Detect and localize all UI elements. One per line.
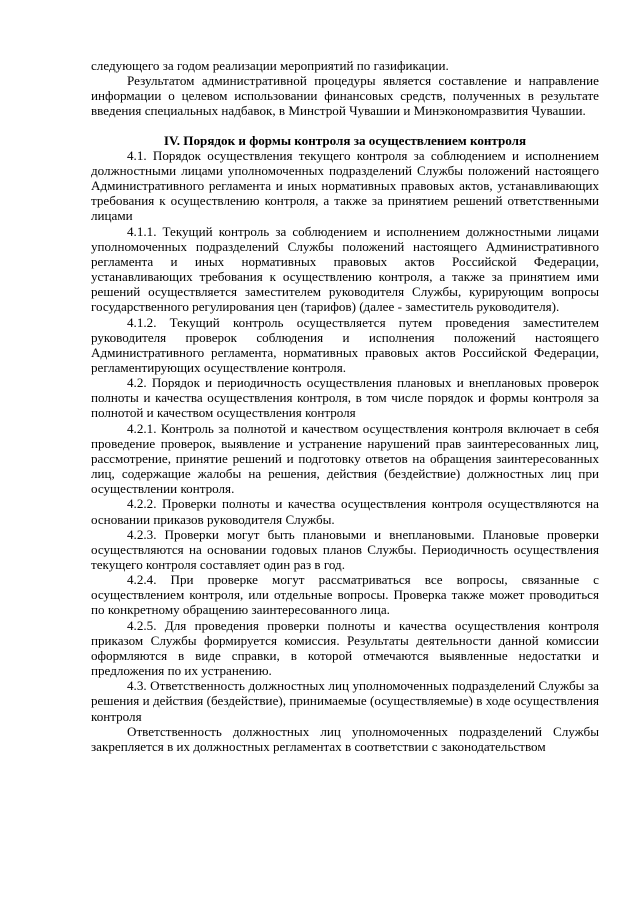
paragraph-4-2-4: 4.2.4. При проверке могут рассматриваться все вопросы, связанные с осуществлением контроля, или отдельные вопросы. Проверка также может проводиться по конкретному обращению заинтересованного лица.	[91, 572, 599, 618]
paragraph-4-2-5: 4.2.5. Для проведения проверки полноты и качества осуществления контроля приказом Службы формируется комиссия. Результаты деятельности данной комиссии оформляются в виде справки, в которой отмечаются выявленные недостатки и предложения по их устранению.	[91, 617, 599, 679]
paragraph-continuation: следующего за годом реализации мероприятий по газификации.	[91, 58, 449, 73]
document-page	[91, 58, 599, 754]
paragraph-4-1-2: 4.1.2. Текущий контроль осуществляется путем проведения заместителем руководителя проверок соблюдения и исполнения положений настоящего Административного регламента, нормативных правовых актов Российской Федерации, регламентирующих осуществление контроля.	[91, 314, 599, 375]
paragraph-4-2-1: 4.2.1. Контроль за полнотой и качеством осуществления контроля включает в себя проведение проверок, выявление и устранение нарушений прав заинтересованных лиц, рассмотрение, принятие решений и подготовку ответов на обращения заинтересованных лиц, содержащие жалобы на решения, действия (бездействие) должностных лиц при осуществлении контроля.	[91, 420, 599, 497]
paragraph-4-2-3: 4.2.3. Проверки могут быть плановыми и внеплановыми. Плановые проверки осуществляются на основании годовых планов Службы. Периодичность осуществления текущего контроля составляет один раз в год.	[91, 526, 599, 572]
section-heading: IV. Порядок и формы контроля за осуществлением контроля	[163, 132, 527, 148]
paragraph-procedure-result: Результатом административной процедуры является составление и направление информации о целевом использовании финансовых средств, полученных в результате введения специальных надбавок, в Минстрой Чувашии и Минэкономразвития Чувашии.	[91, 73, 599, 119]
paragraph-4-2: 4.2. Порядок и периодичность осуществления плановых и внеплановых проверок полноты и качества осуществления контроля, в том числе порядок и формы контроля за полнотой и качеством осуществления контроля	[91, 375, 599, 421]
paragraph-4-2-2: 4.2.2. Проверки полноты и качества осуществления контроля осуществляются на основании приказов руководителя Службы.	[91, 496, 599, 527]
paragraph-responsibility: Ответственность должностных лиц уполномоченных подразделений Службы закрепляется в их должностных регламентах в соответствии с законодательством	[91, 723, 599, 754]
paragraph-4-3: 4.3. Ответственность должностных лиц уполномоченных подразделений Службы за решения и действия (бездействие), принимаемые (осуществляемые) в ходе осуществления контроля	[91, 678, 599, 724]
paragraph-4-1-1: 4.1.1. Текущий контроль за соблюдением и исполнением должностными лицами уполномоченных подразделений Службы положений настоящего Административного регламента и иных нормативных правовых актов Российской Федерации, устанавливающих требования к осуществлению контроля, а также за принятием ими решений осуществляется заместителем руководителя Службы, курирующим вопросы государственного регулирования цен (тарифов) (далее - заместитель руководителя).	[91, 223, 599, 315]
paragraph-4-1: 4.1. Порядок осуществления текущего контроля за соблюдением и исполнением должностными лицами уполномоченных подразделений Службы положений настоящего Административного регламента и иных нормативных правовых актов, устанавливающих требования к осуществлению контроля, а также за принятием решений ответственными лицами	[91, 147, 599, 224]
